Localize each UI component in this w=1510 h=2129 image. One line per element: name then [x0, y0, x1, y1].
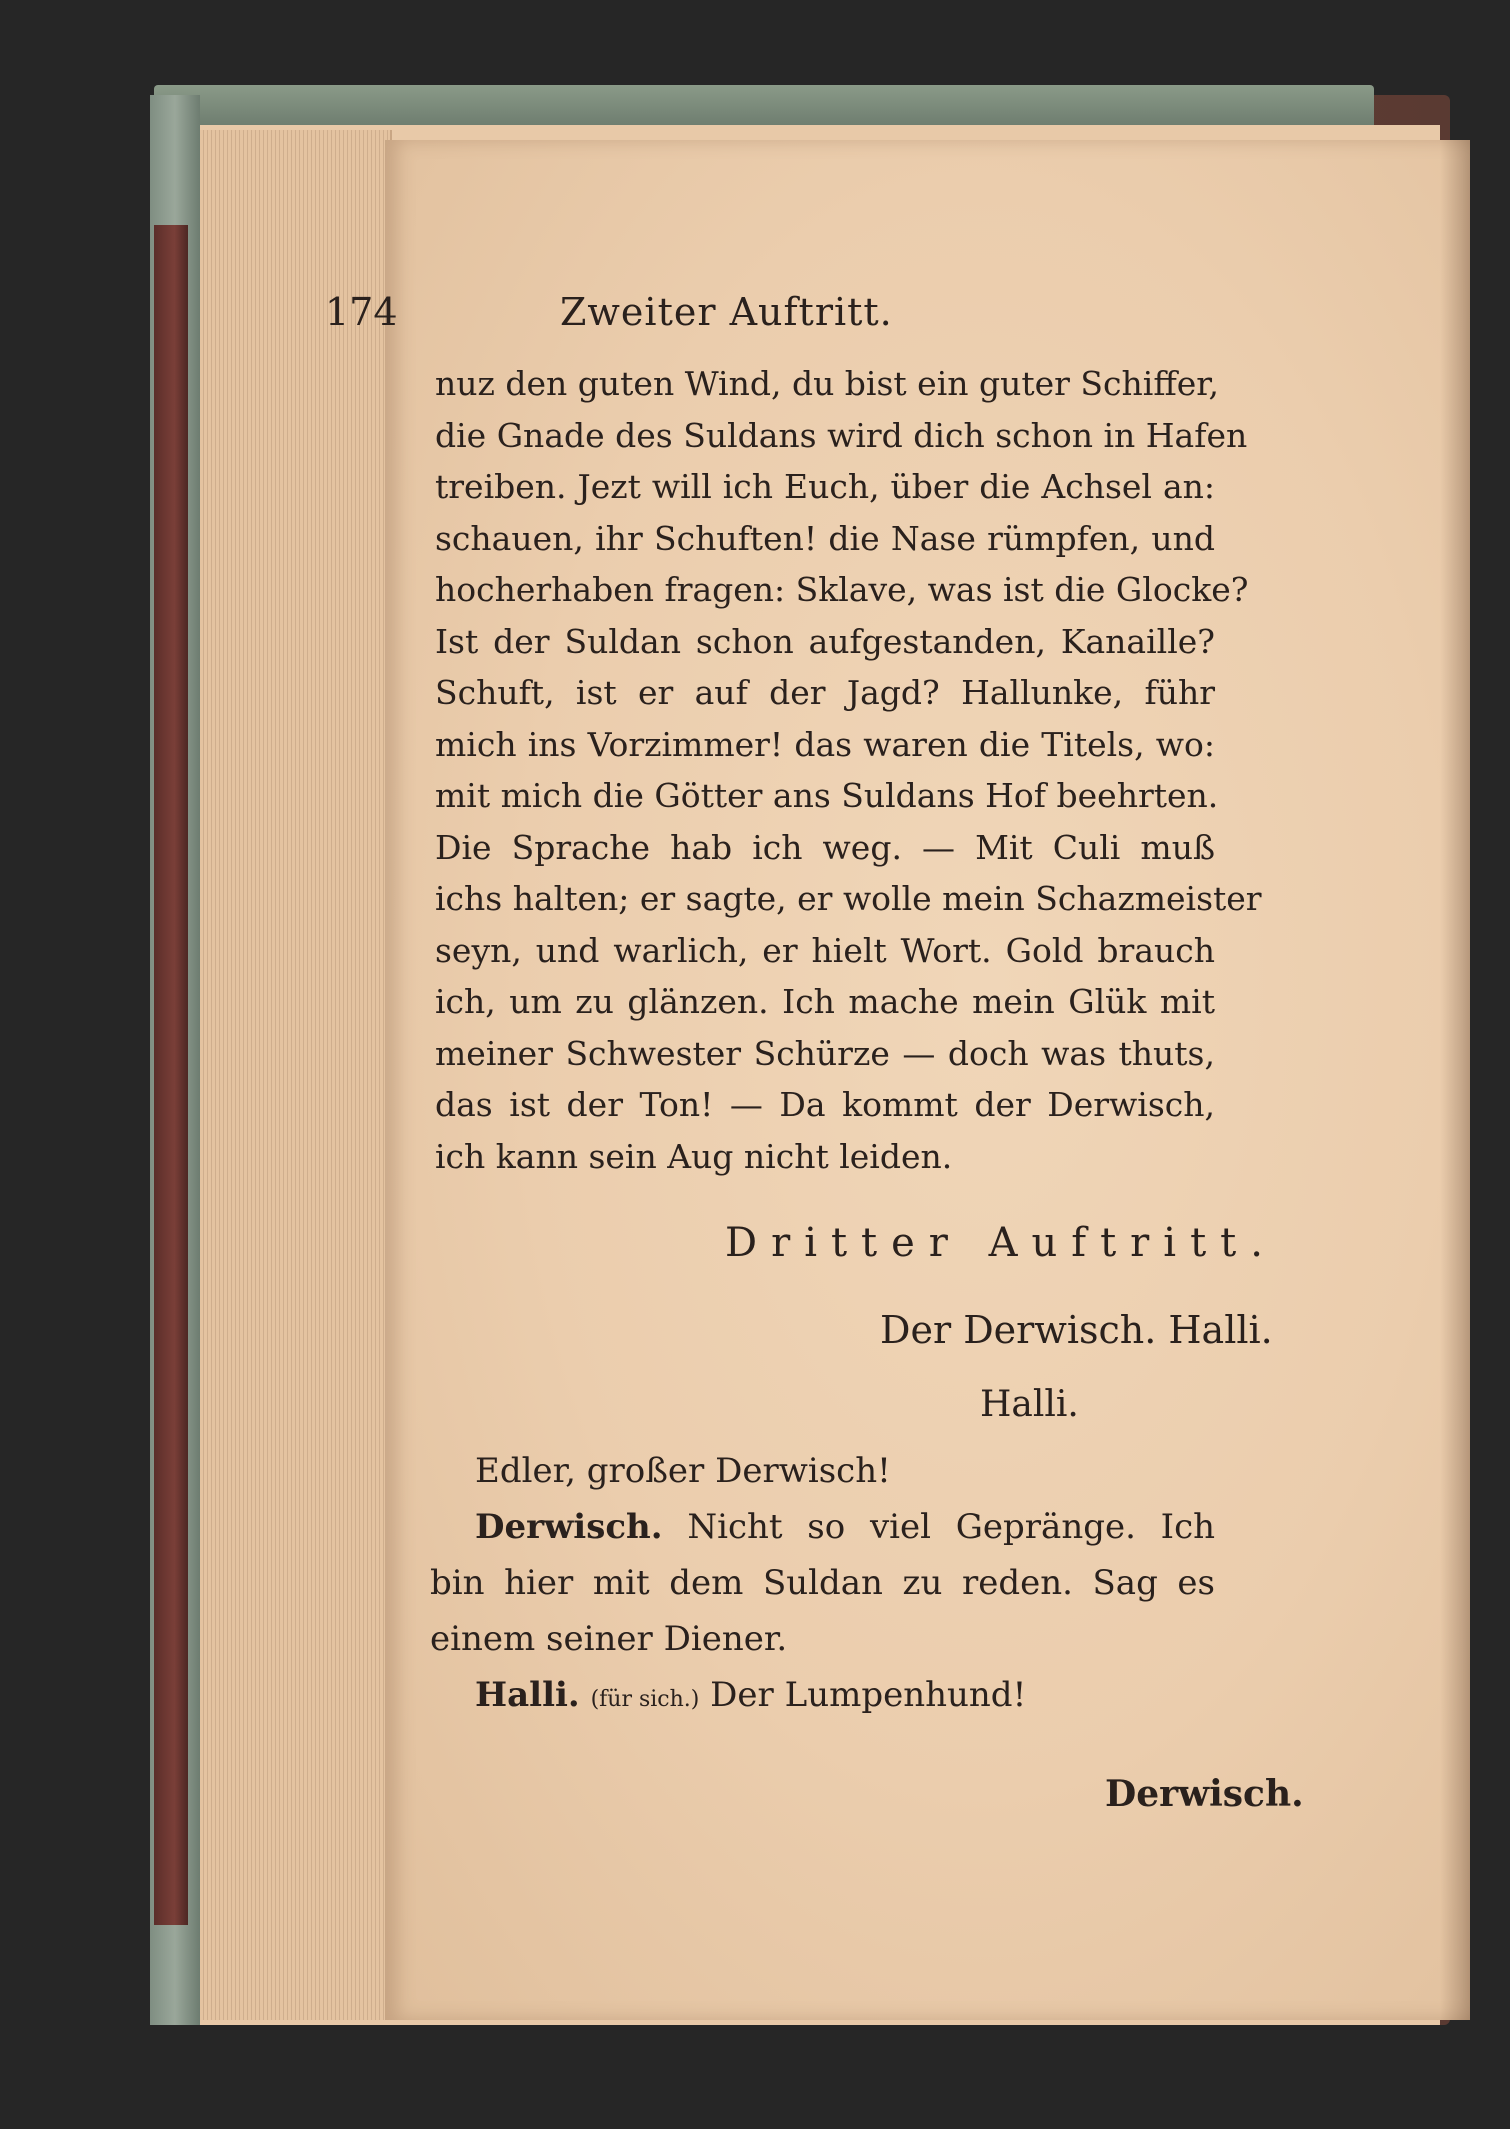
- catchword: Derwisch.: [1105, 1773, 1304, 1815]
- dialogue-line: [475, 1667, 1375, 1728]
- dialogue-text: Nicht so viel Gepränge. Ich: [687, 1507, 1216, 1547]
- text-line: das ist der Ton! — Da kommt der Derwisch,: [435, 1085, 1215, 1124]
- dialogue-text: Der Lumpenhund!: [710, 1675, 1027, 1715]
- page-gutter: [1440, 140, 1470, 2020]
- dialogue-line: einem seiner Diener.: [430, 1619, 788, 1659]
- dialogue-line: [475, 1499, 1215, 1555]
- text-line: mit mich die Götter ans Suldans Hof beehrten.: [435, 776, 1219, 815]
- text-line: schauen, ihr Schuften! die Nase rümpfen, und: [435, 518, 1215, 558]
- text-line: seyn, und warlich, er hielt Wort. Gold brauch: [435, 930, 1215, 970]
- page-header: [325, 290, 1375, 358]
- text-line: ichs halten; er sagte, er wolle mein Schazmeister: [435, 879, 1262, 918]
- text-line: Schuft, ist er auf der Jagd? Hallunke, führ: [435, 673, 1215, 712]
- speaker-heading: Halli.: [980, 1384, 1079, 1425]
- text-line: Ist der Suldan schon aufgestanden, Kanaille?: [435, 621, 1215, 661]
- text-line: ich, um zu glänzen. Ich mache mein Glük mit: [435, 982, 1215, 1021]
- text-line: Die Sprache hab ich weg. — Mit Culi muß: [435, 827, 1215, 867]
- dialogue-line: Edler, großer Derwisch!: [475, 1451, 891, 1491]
- speaker-name: Derwisch.: [475, 1507, 663, 1547]
- text-line: nuz den guten Wind, du bist ein guter Schiffer,: [435, 364, 1219, 403]
- board-edge: [154, 225, 188, 1925]
- running-title: Zweiter Auftritt.: [560, 290, 893, 334]
- text-line: hocherhaben fragen: Sklave, was ist die Glocke?: [435, 570, 1249, 609]
- monologue-paragraph: [325, 358, 1375, 1182]
- text-line: die Gnade des Suldans wird dich schon in Hafen: [435, 415, 1248, 455]
- cloth-binding-top: [154, 85, 1374, 125]
- text-line: mich ins Vorzimmer! das waren die Titels, wo:: [435, 724, 1215, 764]
- scene-title: Dritter Auftritt.: [725, 1220, 1277, 1266]
- text-line: meiner Schwester Schürze — doch was thuts,: [435, 1033, 1215, 1073]
- page-text: [325, 290, 1375, 1815]
- dialogue: [325, 1443, 1375, 1728]
- page-number: 174: [325, 290, 398, 334]
- text-line: ich kann sein Aug nicht leiden.: [435, 1136, 953, 1176]
- dialogue-line: bin hier mit dem Suldan zu reden. Sag es: [430, 1563, 1215, 1603]
- stage-direction: (für sich.): [590, 1687, 700, 1712]
- scene-persons: Der Derwisch. Halli.: [880, 1308, 1273, 1352]
- text-line: treiben. Jezt will ich Euch, über die Achsel an:: [435, 467, 1215, 506]
- speaker-name: Halli.: [475, 1675, 580, 1715]
